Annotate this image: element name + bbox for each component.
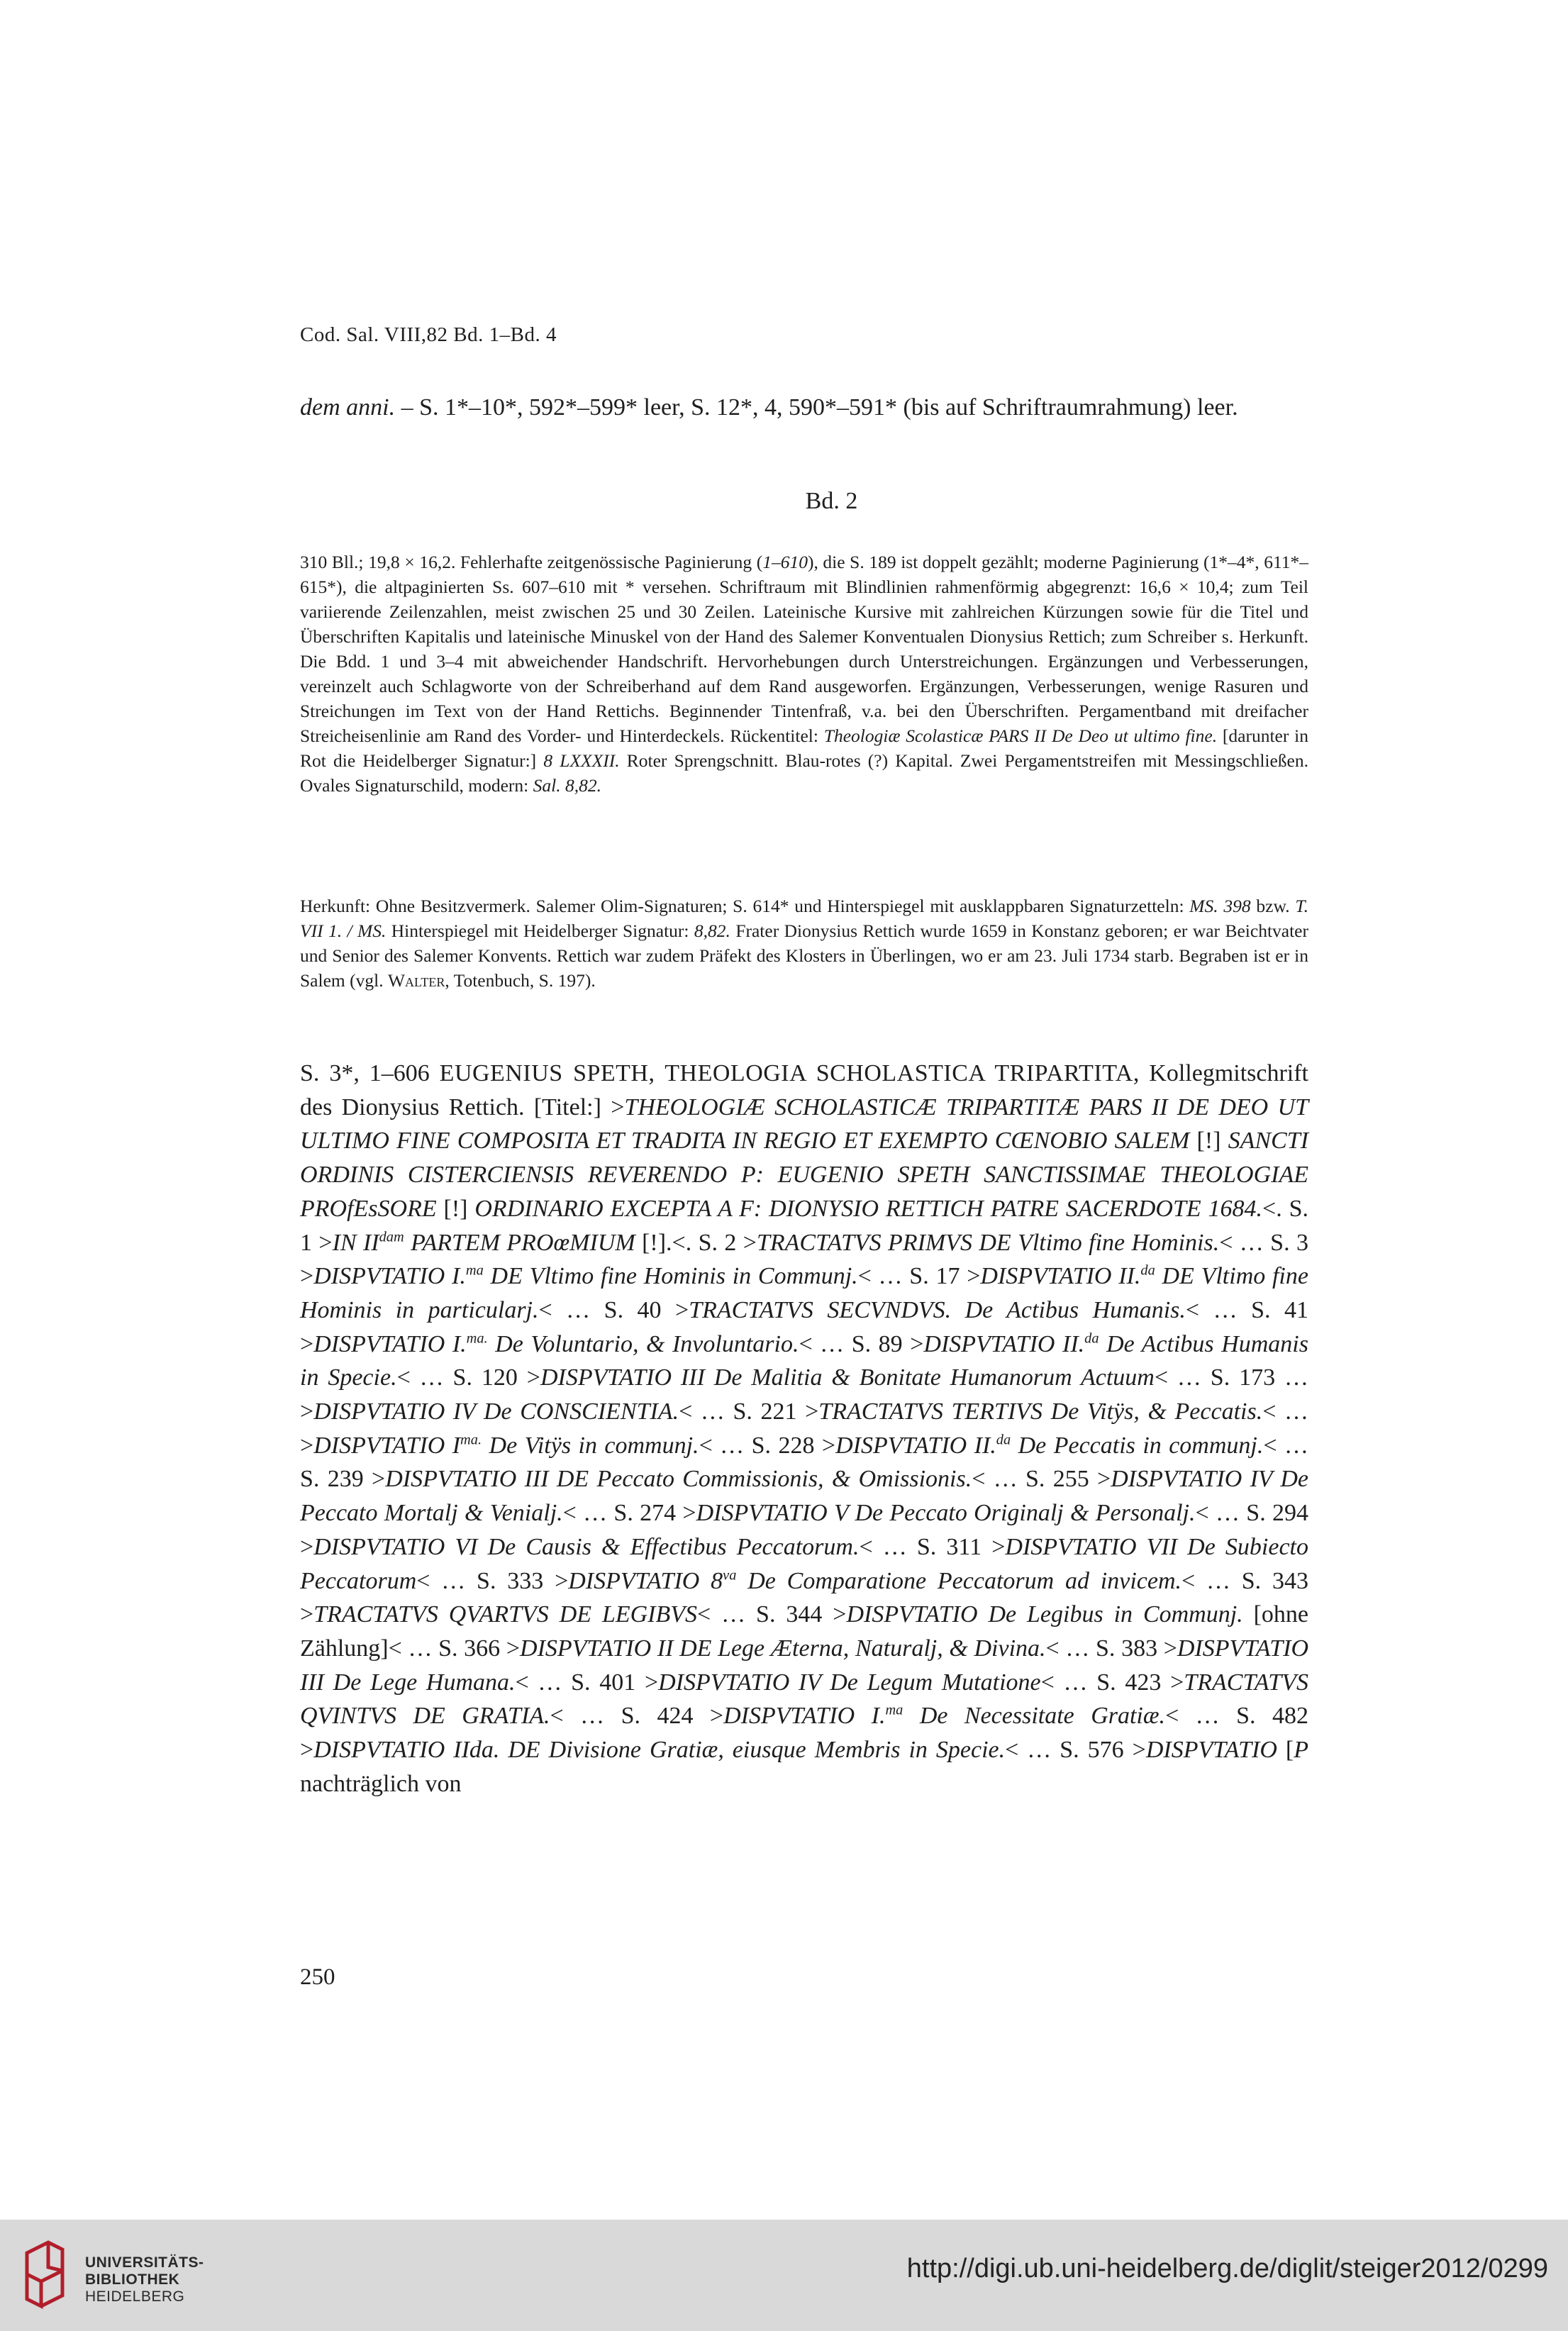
prov-italic: MS. 398: [1189, 896, 1251, 916]
content-text: < … S. 40 >: [538, 1296, 689, 1323]
content-title-italic: DISPVTATIO I: [313, 1432, 461, 1459]
content-superscript: ma: [465, 1262, 484, 1279]
prov-italic: T. VII 1. / MS.: [300, 896, 1308, 941]
prov-italic: 8,82.: [694, 920, 730, 941]
phys-italic: 8 LXXXII.: [543, 750, 620, 771]
content-title-italic: TRACTATVS QVARTVS DE LEGIBVS: [313, 1601, 698, 1628]
content-heading-prefix: S. 3*, 1–606: [300, 1060, 440, 1086]
content-text: <. S. 1 >: [300, 1195, 1308, 1256]
content-superscript: ma.: [460, 1432, 482, 1448]
content-text: < … S. 311 >: [859, 1533, 1006, 1560]
content-title-italic: DISPVTATIO II.: [923, 1330, 1085, 1357]
content-title-italic: DISPVTATIO IV De CONSCIENTIA.: [313, 1398, 679, 1425]
content-text: < … S. 333 >: [416, 1567, 569, 1594]
content-title-italic: DISPVTATIO IV De Legum Mutatione: [658, 1669, 1041, 1696]
running-head: Cod. Sal. VIII,82 Bd. 1–Bd. 4: [300, 323, 557, 346]
content-title-italic: SANCTI ORDINIS CISTERCIENSIS REVERENDO P: EUGENIO SPETH SANCTISSIMAE THEOLOGIAE PROfEsSORE: [300, 1128, 1309, 1222]
physical-description: [300, 550, 1308, 798]
content-text: [!]: [1189, 1128, 1228, 1155]
content-title-italic: DISPVTATIO IV De Peccato Mortalj & Venialj.: [300, 1466, 1309, 1527]
content-title-italic: DE Vltimo fine Hominis in Communj.: [483, 1263, 858, 1290]
content-superscript: va: [723, 1567, 737, 1584]
content-text: < … S. 89 >: [799, 1330, 924, 1357]
content-title-italic: ORDINARIO EXCEPTA A F: DIONYSIO RETTICH PATRE SACERDOTE 1684.: [474, 1195, 1263, 1222]
content-title-italic: De Necessitate Gratiæ.: [903, 1703, 1166, 1730]
content-text: < … S. 576 >: [1005, 1737, 1146, 1764]
content-title-italic: DISPVTATIO I.: [313, 1263, 466, 1290]
content-text: [: [1277, 1737, 1294, 1764]
logo-line-2: BIBLIOTHEK: [85, 2271, 180, 2288]
content-title-italic: DISPVTATIO III DE Peccato Commissionis, & Omissionis.: [385, 1466, 972, 1493]
provenance-paragraph: [300, 894, 1308, 993]
intro-text: – S. 1*–10*, 592*–599* leer, S. 12*, 4, 590*–591* (bis auf Schriftraumrahmung) leer.: [395, 394, 1238, 421]
content-title-italic: De Vitÿs in communj.: [482, 1432, 699, 1459]
content-text: [!].<. S. 2 >: [635, 1229, 757, 1256]
content-text: < … S. 424 >: [550, 1703, 724, 1730]
content-text: < … S. 41 >: [300, 1296, 1308, 1357]
content-text: < … S. 228 >: [699, 1432, 836, 1459]
content-text: < … S. 482 >: [300, 1703, 1308, 1764]
content-title-italic: DISPVTATIO IIda. DE Divisione Gratiæ, eiusque Membris in Specie.: [313, 1737, 1006, 1764]
phys-text: ), die S. 189 ist doppelt gezählt; moderne Paginierung (1*–4*, 611*–615*), die altpaginierten Ss. 607–610 mit * versehen. Schriftraum mit Blindlinien rahmenförmig abgegrenzt: 16,6 × 10,4; zum Teil variierende Zeilenzahlen, meist zwischen 25 und 30 Zeilen. Lateinische Kursive mit zahlreichen Kürzungen sowie für die Titel und Überschriften Kapitalis und lateinische Minuskel von der Hand des Salemer Konventualen Dionysius Rettich; zum Schreiber s. Herkunft. Die Bdd. 1 und 3–4 mit abweichender Handschrift. Hervorhebungen durch Unterstreichungen. Ergänzungen und Verbesserungen, vereinzelt auch Schlagworte von der Schreiberhand auf dem Rand ausgeworfen. Ergänzungen, Verbesserungen, wenige Rasuren und Streichungen im Text von der Hand Rettichs. Beginnender Tintenfraß, v.a. bei den Überschriften. Pergamentband mit dreifacher Streicheisenlinie am Rand des Vorder- und Hinterdeckels. Rückentitel:: [300, 552, 1308, 746]
content-title-italic: P: [1294, 1737, 1309, 1764]
content-title-italic: De Comparatione Peccatorum ad invicem.: [736, 1567, 1181, 1594]
intro-paragraph: [300, 389, 1308, 427]
content-title-italic: DISPVTATIO: [1145, 1737, 1277, 1764]
content-title-italic: DISPVTATIO III De Lege Humana.: [300, 1635, 1308, 1696]
prov-author: Walter: [387, 970, 445, 991]
phys-text: Roter Sprengschnitt. Blau-rotes (?) Kapital. Zwei Pergamentstreifen mit Messingschließen. Ovales Signaturschild, modern:: [300, 750, 1308, 796]
content-text: nachträglich von: [300, 1770, 462, 1797]
phys-italic: 1–610: [762, 552, 808, 572]
content-title-italic: TRACTATVS QVINTVS DE GRATIA.: [300, 1669, 1308, 1730]
content-text: < … S. 344 >: [697, 1601, 847, 1628]
content-text: < … >: [300, 1398, 1308, 1459]
library-logo[interactable]: [20, 2230, 240, 2322]
content-title-italic: De Voluntario, & Involuntario.: [487, 1330, 799, 1357]
phys-italic: Sal. 8,82.: [533, 775, 601, 796]
prov-text: Frater Dionysius Rettich wurde 1659 in Konstanz geboren; er war Beichtvater und Senior des Salemer Konvents. Rettich war zudem Präfekt des Klosters in Überlingen, wo er am 23. Juli 1734 starb. Begraben ist er in Salem (vgl.: [300, 920, 1308, 991]
phys-italic: Theologiæ Scolasticæ PARS II De Deo ut ultimo fine.: [823, 725, 1218, 746]
content-title-italic: DISPVTATIO I.: [723, 1703, 886, 1730]
content-title-italic: TRACTATVS PRIMVS DE Vltimo fine Hominis.: [756, 1229, 1220, 1256]
content-text: < … S. 221 >: [679, 1398, 819, 1425]
content-text: [ohne Zählung]< … S. 366 >: [300, 1601, 1309, 1662]
content-superscript: da: [1140, 1262, 1155, 1279]
prov-text: , Totenbuch, S. 197).: [445, 970, 596, 991]
content-title-italic: DISPVTATIO 8: [568, 1567, 723, 1594]
content-title-italic: DISPVTATIO II DE Lege Æterna, Naturalj, & Divina.: [520, 1635, 1046, 1662]
content-text: < … S. 17 >: [857, 1263, 981, 1290]
content-text: < … S. 343 >: [300, 1567, 1308, 1628]
content-title-italic: DISPVTATIO III De Malitia & Bonitate Humanorum Actuum: [540, 1364, 1155, 1391]
content-text: < … S. 120 >: [396, 1364, 540, 1391]
content-superscript: da: [996, 1432, 1011, 1448]
content-superscript: da: [1084, 1330, 1099, 1347]
content-heading: EUGENIUS SPETH, THEOLOGIA SCHOLASTICA TRIPARTITA: [439, 1060, 1133, 1086]
content-text: [!]: [436, 1195, 475, 1222]
content-text: < … S. 3 >: [300, 1229, 1308, 1290]
content-title-italic: TRACTATVS SECVNDVS. De Actibus Humanis.: [689, 1296, 1186, 1323]
page-number: 250: [300, 1964, 335, 1990]
content-text: < … S. 173 … >: [300, 1364, 1309, 1425]
library-logo-icon: [20, 2239, 69, 2310]
content-text: < … S. 401 >: [515, 1669, 659, 1696]
content-text: < … S. 274 >: [562, 1500, 696, 1527]
footer-bar: [0, 2220, 1568, 2331]
content-title-italic: TRACTATVS TERTIVS De Vitÿs, & Peccatis.: [818, 1398, 1263, 1425]
source-url-link[interactable]: http://digi.ub.uni-heidelberg.de/diglit/steiger2012/0299: [906, 2254, 1548, 2283]
content-text: < … S. 239 >: [300, 1432, 1308, 1493]
prov-text: bzw.: [1250, 896, 1296, 916]
content-superscript: ma.: [466, 1330, 488, 1347]
content-text: < … S. 423 >: [1040, 1669, 1184, 1696]
content-title-italic: DISPVTATIO II.: [835, 1432, 996, 1459]
content-title-italic: DISPVTATIO I.: [313, 1330, 467, 1357]
library-name: [85, 2254, 204, 2305]
content-title-italic: DISPVTATIO De Legibus in Communj.: [846, 1601, 1243, 1628]
content-paragraph: [300, 1057, 1308, 1801]
content-text: < … S. 383 >: [1045, 1635, 1177, 1662]
content-title-italic: DISPVTATIO VI De Causis & Effectibus Peccatorum.: [313, 1533, 860, 1560]
content-title-italic: DE Vltimo fine Hominis in particularj.: [300, 1263, 1308, 1323]
content-title-italic: De Peccatis in communj.: [1011, 1432, 1264, 1459]
logo-line-3: HEIDELBERG: [85, 2288, 185, 2305]
content-title-italic: THEOLOGIÆ SCHOLASTICÆ TRIPARTITÆ PARS II DE DEO UT ULTIMO FINE COMPOSITA ET TRADITA IN REGIO ET EXEMPTO CŒNOBIO SALEM: [300, 1094, 1308, 1155]
content-title-italic: De Actibus Humanis in Specie.: [300, 1330, 1308, 1391]
logo-line-1: UNIVERSITÄTS-: [85, 2254, 204, 2271]
phys-text: [darunter in Rot die Heidelberger Signatur:]: [300, 725, 1308, 771]
prov-text: Herkunft: Ohne Besitzvermerk. Salemer Olim-Signaturen; S. 614* und Hinterspiegel mit ausklappbaren Signaturzetteln:: [300, 896, 1190, 916]
content-text: < … S. 294 >: [300, 1500, 1308, 1560]
content-superscript: dam: [379, 1229, 404, 1245]
prov-text: Hinterspiegel mit Heidelberger Signatur:: [386, 920, 694, 941]
content-text: < … S. 255 >: [972, 1466, 1111, 1493]
volume-heading: Bd. 2: [805, 488, 858, 514]
content-title-italic: PARTEM PROœMIUM: [404, 1229, 635, 1256]
content-title-italic: DISPVTATIO II.: [980, 1263, 1141, 1290]
content-title-italic: DISPVTATIO VII De Subiecto Peccatorum: [300, 1533, 1308, 1594]
phys-text: 310 Bll.; 19,8 × 16,2. Fehlerhafte zeitgenössische Paginierung (: [300, 552, 763, 572]
content-superscript: ma: [885, 1703, 903, 1719]
content-title-italic: IN II: [332, 1229, 379, 1256]
intro-italic: dem anni.: [300, 394, 396, 421]
content-title-italic: DISPVTATIO V De Peccato Originalj & Personalj.: [696, 1500, 1196, 1527]
content-intro: , Kollegmitschrift des Dionysius Rettich. [Titel:] >: [300, 1060, 1308, 1120]
